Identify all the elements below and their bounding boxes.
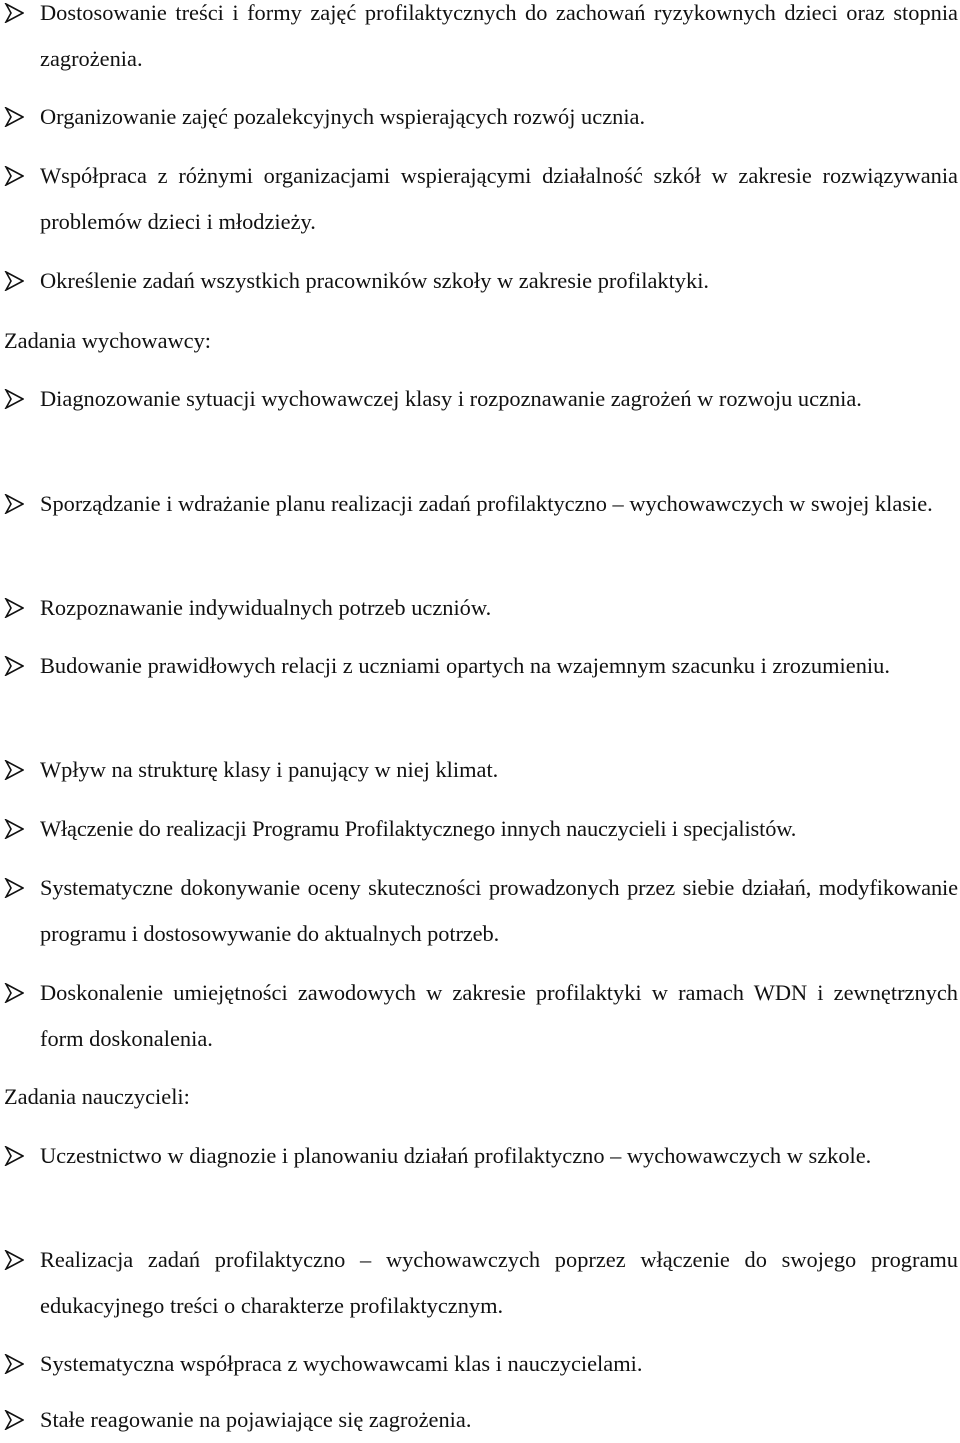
list-item: [0, 643, 958, 689]
list-item-text: Diagnozowanie sytuacji wychowawczej klasy i rozpoznawanie zagrożeń w rozwoju ucznia.: [40, 386, 862, 411]
list-item-text: Budowanie prawidłowych relacji z uczniami opartych na wzajemnym szacunku i zrozumieniu.: [40, 653, 890, 678]
arrowhead-bullet-icon: [0, 258, 40, 304]
list-item-text: Uczestnictwo w diagnozie i planowaniu działań profilaktyczno – wychowawczych w szkole.: [40, 1143, 872, 1168]
arrowhead-bullet-icon: [0, 585, 40, 631]
list-item-text: Realizacja zadań profilaktyczno – wychowawczych poprzez włączenie do swojego programu edukacyjnego treści o charakterze profilaktycznym.: [40, 1247, 958, 1318]
arrowhead-bullet-icon: [0, 1397, 40, 1443]
arrowhead-bullet-icon: [0, 481, 40, 527]
arrowhead-bullet-icon: [0, 94, 40, 140]
list-item: [0, 806, 958, 852]
list-item: [0, 865, 958, 957]
arrowhead-bullet-icon: [0, 865, 40, 911]
list-item-text: Sporządzanie i wdrażanie planu realizacji zadań profilaktyczno – wychowawczych w swojej klasie.: [40, 491, 933, 516]
list-item: [0, 376, 958, 422]
list-item: [0, 258, 958, 304]
list-item: [0, 481, 958, 527]
list-item: [0, 1133, 958, 1179]
section-heading: Zadania wychowawcy:: [4, 328, 212, 353]
list-item: [0, 94, 958, 140]
list-item: [0, 1237, 958, 1329]
list-item-text: Wpływ na strukturę klasy i panujący w niej klimat.: [40, 757, 499, 782]
list-item: [0, 970, 958, 1062]
arrowhead-bullet-icon: [0, 643, 40, 689]
list-item-text: Rozpoznawanie indywidualnych potrzeb uczniów.: [40, 595, 492, 620]
list-item: [0, 1341, 958, 1387]
list-item: [0, 747, 958, 793]
arrowhead-bullet-icon: [0, 0, 40, 36]
arrowhead-bullet-icon: [0, 1133, 40, 1179]
arrowhead-bullet-icon: [0, 1341, 40, 1387]
list-item-text: Systematyczne dokonywanie oceny skuteczności prowadzonych przez siebie działań, modyfikowanie programu i dostosowywanie do aktualnych potrzeb.: [40, 875, 958, 946]
arrowhead-bullet-icon: [0, 1237, 40, 1283]
list-item-text: Określenie zadań wszystkich pracowników szkoły w zakresie profilaktyki.: [40, 268, 710, 293]
list-item-text: Organizowanie zajęć pozalekcyjnych wspierających rozwój ucznia.: [40, 104, 646, 129]
arrowhead-bullet-icon: [0, 970, 40, 1016]
list-item: [0, 0, 958, 82]
list-item-text: Stałe reagowanie na pojawiające się zagrożenia.: [40, 1407, 472, 1432]
section-heading: Zadania nauczycieli:: [4, 1084, 190, 1109]
list-item-text: Współpraca z różnymi organizacjami wspierającymi działalność szkół w zakresie rozwiązywania problemów dzieci i młodzieży.: [40, 163, 958, 234]
list-item-text: Włączenie do realizacji Programu Profilaktycznego innych nauczycieli i specjalistów.: [40, 816, 797, 841]
list-item: [0, 153, 958, 245]
arrowhead-bullet-icon: [0, 153, 40, 199]
arrowhead-bullet-icon: [0, 376, 40, 422]
list-item: [0, 585, 958, 631]
list-item: [0, 1397, 958, 1443]
list-item-text: Systematyczna współpraca z wychowawcami klas i nauczycielami.: [40, 1351, 643, 1376]
arrowhead-bullet-icon: [0, 806, 40, 852]
arrowhead-bullet-icon: [0, 747, 40, 793]
list-item-text: Doskonalenie umiejętności zawodowych w zakresie profilaktyki w ramach WDN i zewnętrznych form doskonalenia.: [40, 980, 958, 1051]
list-item-text: Dostosowanie treści i formy zajęć profilaktycznych do zachowań ryzykownych dzieci oraz stopnia zagrożenia.: [40, 0, 958, 71]
